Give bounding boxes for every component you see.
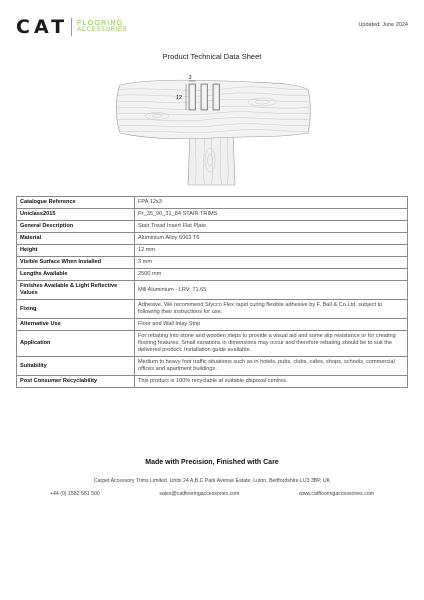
dim-width-label: 3: [188, 75, 192, 81]
spec-key: Finishes Available & Light Reflective Values: [17, 281, 135, 300]
table-row: [17, 209, 408, 221]
spec-key: Suitability: [17, 357, 135, 376]
spec-key: Visible Surface When Installed: [17, 257, 135, 269]
spec-key: Application: [17, 331, 135, 357]
footer-phone[interactable]: +44 (0) 1582 561 500: [50, 491, 100, 497]
footer-contacts: [50, 491, 374, 497]
spec-value: 12 mm: [135, 245, 408, 257]
spec-key: Alternative Use: [17, 319, 135, 331]
spec-value: 3 mm: [135, 257, 408, 269]
footer-tagline: Made with Precision, Finished with Care: [145, 459, 279, 466]
spec-key: Uniclass2015: [17, 209, 135, 221]
table-row: [17, 233, 408, 245]
footer-email[interactable]: sales@catflooringaccessories.com: [159, 491, 240, 497]
wood-tread: [112, 80, 312, 139]
spec-value: Medium to heavy foot traffic situations such as in hotels, pubs, clubs, cafes, shops, schools, commercial offices and apartment buildings.: [135, 357, 408, 376]
dim-height-label: 12: [176, 95, 183, 101]
table-row: [17, 281, 408, 300]
spec-value: This product is 100% recyclable at suitable disposal centres.: [135, 376, 408, 388]
table-row: [17, 331, 408, 357]
insert-strips: [189, 84, 220, 110]
spec-key: General Description: [17, 221, 135, 233]
spec-value: 2500 mm: [135, 269, 408, 281]
logo-subtitle: [77, 20, 127, 34]
footer-address: Carpet Accessory Trims Limited. Units 24 A,B,C Park Avenue Estate, Luton, Bedfordshire LU3 3BP, UK: [93, 478, 331, 484]
brand-logo: [16, 16, 127, 38]
spec-value: Pr_35_90_31_84 STAIR TRIMS: [135, 209, 408, 221]
logo-divider: [71, 18, 72, 36]
table-row: [17, 300, 408, 319]
spec-key: Post Consumer Recyclability: [17, 376, 135, 388]
table-row: [17, 257, 408, 269]
spec-key: Height: [17, 245, 135, 257]
spec-key: Lengths Available: [17, 269, 135, 281]
table-row: [17, 245, 408, 257]
product-drawing: [112, 72, 312, 187]
spec-value: FPA 12x3: [135, 197, 408, 209]
page-header: [16, 16, 408, 42]
spec-table: [16, 196, 408, 388]
spec-key: Fixing: [17, 300, 135, 319]
table-row: [17, 269, 408, 281]
page-title: Product Technical Data Sheet: [162, 52, 262, 61]
spec-value: Adhesive. We recommend Stycco Flex rapid curing flexible adhesive by F. Ball & Co Ltd. subject to following their instructions for use.: [135, 300, 408, 319]
logo-subtitle-line-1: FLOORING: [77, 20, 124, 27]
table-row: [17, 376, 408, 388]
table-row: [17, 357, 408, 376]
logo-wordmark: CAT: [16, 16, 69, 38]
spec-value: Floor and Wall Inlay Strip: [135, 319, 408, 331]
spec-value: Mill Aluminium - LRV: 71.65: [135, 281, 408, 300]
spec-value: Aluminium Alloy 6063 T6: [135, 233, 408, 245]
spec-value: Stair Tread Insert Flat Plate: [135, 221, 408, 233]
spec-key: Catalogue Reference: [17, 197, 135, 209]
spec-key: Material: [17, 233, 135, 245]
table-row: [17, 197, 408, 209]
table-row: [17, 221, 408, 233]
updated-date: Updated: June 2024: [358, 22, 408, 28]
spec-value: For rebating into stone and wooden steps to provide a visual aid and some slip resistance or for creating flooring features. Small variations in dimensions may occur and therefore rebating should be to suit the delivered product. Installation guide available.: [135, 331, 408, 357]
footer-website[interactable]: www.catflooringaccessories.com: [299, 491, 374, 497]
logo-subtitle-line-2: ACCESSORIES: [77, 27, 128, 33]
table-row: [17, 319, 408, 331]
wood-riser: [188, 132, 235, 185]
